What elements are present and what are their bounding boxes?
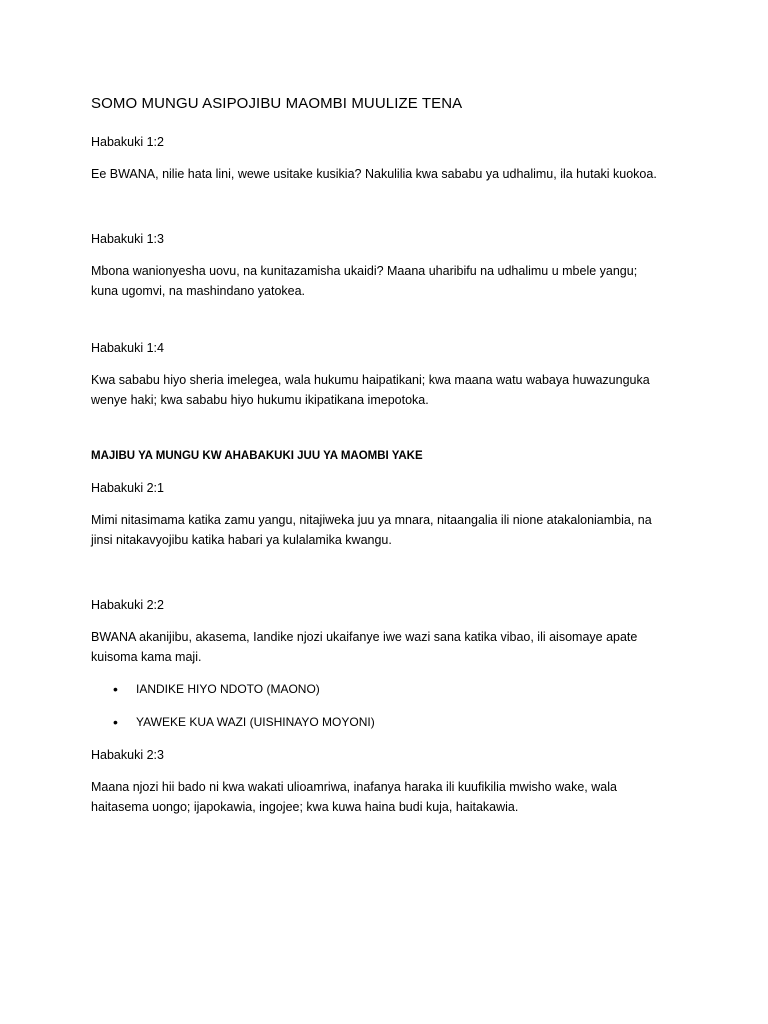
verse-reference: Habakuki 1:4: [91, 341, 164, 355]
verse-line: Kwa sababu hiyo sheria imelegea, wala hukumu haipatikani; kwa maana watu wabaya huwazunguka: [91, 373, 650, 387]
section-heading: MAJIBU YA MUNGU KW AHABAKUKI JUU YA MAOMBI YAKE: [91, 450, 423, 462]
verse-line: kuna ugomvi, na mashindano yatokea.: [91, 284, 306, 298]
list-item: [91, 712, 681, 732]
verse-text: Ee BWANA, nilie hata lini, wewe usitake kusikia? Nakulilia kwa sababu ya udhalimu, ila hutaki kuokoa.: [91, 167, 657, 181]
verse-reference: Habakuki 2:1: [91, 481, 164, 495]
verse-text: [91, 510, 681, 550]
verse-line: wenye haki; kwa sababu hiyo hukumu ikipatikana imepotoka.: [91, 393, 429, 407]
verse-text: [91, 370, 681, 410]
verse-reference: Habakuki 1:3: [91, 232, 164, 246]
page-title: SOMO MUNGU ASIPOJIBU MAOMBI MUULIZE TENA: [91, 95, 463, 112]
verse-reference: Habakuki 2:3: [91, 748, 164, 762]
bullet-icon: •: [113, 681, 118, 697]
list-item: [91, 679, 681, 699]
verse-line: Mbona wanionyesha uovu, na kunitazamisha ukaidi? Maana uharibifu na udhalimu u mbele yangu;: [91, 264, 638, 278]
verse-text: [91, 261, 681, 301]
document-body: [91, 93, 681, 817]
verse-line: Maana njozi hii bado ni kwa wakati ulioamriwa, inafanya haraka ili kuufikilia mwisho wake, wala: [91, 780, 617, 794]
verse-line: jinsi nitakavyojibu katika habari ya kulalamika kwangu.: [91, 533, 392, 547]
bullet-icon: •: [113, 714, 118, 730]
verse-line: BWANA akanijibu, akasema, Iandike njozi ukaifanye iwe wazi sana katika vibao, ili aisomaye apate: [91, 630, 638, 644]
list-item-text: YAWEKE KUA WAZI (UISHINAYO MOYONI): [136, 715, 375, 729]
verse-line: kuisoma kama maji.: [91, 650, 202, 664]
list-item-text: IANDIKE HIYO NDOTO (MAONO): [136, 682, 320, 696]
bullet-list: [91, 679, 681, 732]
verse-text: [91, 627, 681, 667]
verse-text: [91, 777, 681, 817]
verse-reference: Habakuki 1:2: [91, 135, 164, 149]
verse-line: haitasema uongo; ijapokawia, ingojee; kwa kuwa haina budi kuja, haitakawia.: [91, 800, 519, 814]
verse-reference: Habakuki 2:2: [91, 598, 164, 612]
verse-line: Mimi nitasimama katika zamu yangu, nitajiweka juu ya mnara, nitaangalia ili nione atakaloniambia, na: [91, 513, 652, 527]
